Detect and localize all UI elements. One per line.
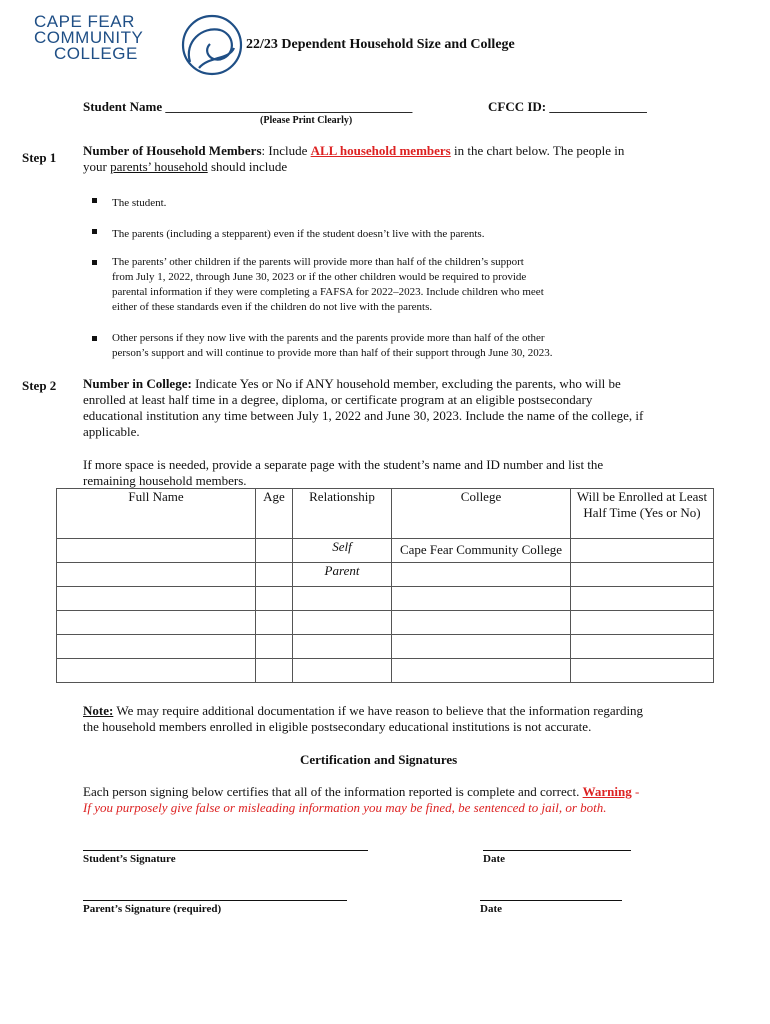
bullet-line: Other persons if they now live with the parents and the parents provide more than half of the other [112,332,545,344]
cell-full-name[interactable] [57,563,256,587]
note-label: Note: [83,703,114,718]
table-row [57,659,714,683]
step2-line: educational institution any time between July 1, 2022 and June 30, 2023. Include the name of the college, if [83,408,644,423]
cell-relationship[interactable] [293,611,392,635]
cell-full-name[interactable] [57,587,256,611]
certification-heading: Certification and Signatures [300,752,458,767]
col-header-age: Age [256,489,293,539]
step1-text-b: in the chart below. The people in [450,143,625,158]
bullet-item [112,255,712,315]
table-row [57,563,714,587]
cell-enrolled[interactable] [571,587,714,611]
warning-text: If you purposely give false or misleading information you may be fined, be sentenced to jail, or both. [83,800,607,815]
step2-line: Indicate Yes or No if ANY household member, excluding the parents, who will be [191,376,621,391]
bullet-line: parental information if they were completing a FAFSA for 2022–2023. Include children who meet [112,286,544,298]
cell-relationship[interactable] [293,587,392,611]
step2-line: enrolled at least half time in a degree, diploma, or certificate program at an eligible postsecondary [83,392,593,407]
table-row [57,587,714,611]
more-space-text [83,457,723,489]
household-table [56,488,714,683]
cell-relationship[interactable] [293,659,392,683]
step2-line: applicable. [83,424,140,439]
col-header-relationship: Relationship [293,489,392,539]
cell-age[interactable] [256,563,293,587]
cell-enrolled[interactable] [571,563,714,587]
table-row [57,611,714,635]
all-household-members: ALL household members [310,143,451,158]
logo-line-3: COLLEGE [54,44,138,63]
note-text [83,703,723,735]
step1-text-d: should include [207,159,288,174]
step1-label: Step 1 [22,150,57,165]
warning-label: Warning [582,784,632,799]
bullet-item [112,331,712,361]
bullet-line: person’s support and will continue to provide more than half of their support through June 30, 2023. [112,347,553,359]
cell-age[interactable] [256,539,293,563]
cell-college[interactable] [392,611,571,635]
parent-date-line[interactable] [480,900,622,901]
form-title: 22/23 Dependent Household Size and College [246,37,515,52]
cell-age[interactable] [256,611,293,635]
bullet-line: either of these standards even if the children do not live with the parents. [112,301,433,313]
bullet-line: from July 1, 2022, through June 30, 2023 or if the other children would be required to provide [112,271,527,283]
cell-full-name[interactable] [57,539,256,563]
table-row [57,635,714,659]
more-space-line: remaining household members. [83,473,247,488]
student-signature-label: Student’s Signature [83,853,176,865]
bullet-line: The parents (including a stepparent) even if the student doesn’t live with the parents. [112,228,485,240]
certification-statement: Each person signing below certifies that all of the information reported is complete and correct. [83,784,583,799]
cell-full-name[interactable] [57,611,256,635]
parents-household: parents’ household [110,159,208,174]
bullet-item [112,193,712,211]
cell-college[interactable] [392,563,571,587]
cfcc-id-field[interactable]: CFCC ID: _______________ [488,99,647,114]
cell-enrolled[interactable] [571,659,714,683]
cell-age[interactable] [256,659,293,683]
more-space-line: If more space is needed, provide a separate page with the student’s name and ID number and list the [83,457,604,472]
cell-college[interactable] [392,659,571,683]
cell-college[interactable] [392,635,571,659]
note-line: the household members enrolled in eligible postsecondary educational institutions is not accurate. [83,719,592,734]
parent-signature-label: Parent’s Signature (required) [83,903,222,915]
step1-text [83,143,703,175]
col-header-enrolled: Will be Enrolled at Least Half Time (Yes or No) [571,489,714,539]
bullet-item [112,224,712,242]
table-row [57,539,714,563]
step1-text-a: : Include [261,143,311,158]
step2-label: Step 2 [22,378,57,393]
cell-enrolled[interactable] [571,539,714,563]
cell-relationship[interactable]: Self [293,539,392,563]
step1-text-c: your [83,159,111,174]
student-date-label: Date [483,853,505,865]
student-signature-line[interactable] [83,850,368,851]
cell-enrolled[interactable] [571,611,714,635]
note-line: We may require additional documentation if we have reason to believe that the information regarding [113,703,644,718]
table-header-row [57,489,714,539]
step2-text [83,376,723,440]
bullet-line: The student. [112,197,167,209]
col-header-college: College [392,489,571,539]
student-date-line[interactable] [483,850,631,851]
warning-dash: - [631,784,640,799]
cell-college[interactable]: Cape Fear Community College [392,539,571,563]
student-name-field[interactable]: Student Name ______________________________________ [83,99,413,114]
step1-heading: Number of Household Members [83,143,262,158]
certification-text [83,784,723,816]
parent-signature-line[interactable] [83,900,347,901]
col-header-full-name: Full Name [57,489,256,539]
cell-enrolled[interactable] [571,635,714,659]
cell-full-name[interactable] [57,659,256,683]
logo-wordmark [34,14,143,62]
cell-age[interactable] [256,587,293,611]
bullet-line: The parents’ other children if the parents will provide more than half of the children’s support [112,256,524,268]
logo-line-1: CAPE FEAR [34,12,135,31]
cell-full-name[interactable] [57,635,256,659]
cell-age[interactable] [256,635,293,659]
parent-date-label: Date [480,903,502,915]
print-clearly-hint: (Please Print Clearly) [260,115,353,126]
cell-relationship[interactable] [293,635,392,659]
cell-relationship[interactable]: Parent [293,563,392,587]
step2-heading: Number in College: [83,376,192,391]
cell-college[interactable] [392,587,571,611]
logo-line-2: COMMUNITY [34,28,144,47]
